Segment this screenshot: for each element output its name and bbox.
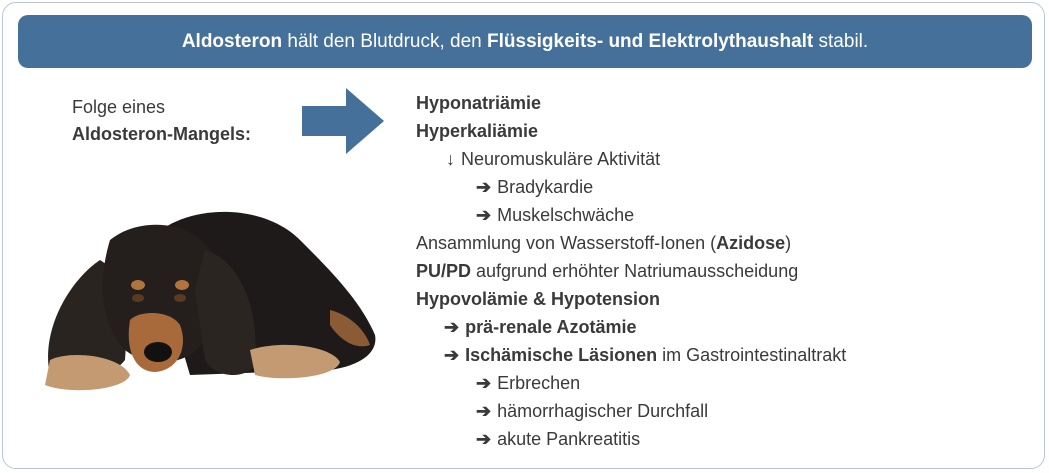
right-arrow-small-icon: ➔	[476, 177, 492, 197]
list-item-ansammlung	[416, 229, 846, 257]
right-arrow-small-icon: ➔	[476, 205, 492, 225]
right-arrow-small-icon: ➔	[476, 401, 492, 421]
banner-text: hält den Blutdruck, den	[282, 30, 488, 52]
right-arrow-small-icon: ➔	[444, 345, 460, 365]
list-item-muskelschwaeche	[416, 201, 846, 229]
list-item-label: hämorrhagischer Durchfall	[497, 401, 709, 421]
banner-term-haushalt: Flüssigkeits- und Elektrolythaushalt	[487, 30, 814, 52]
list-item-label: Muskelschwäche	[497, 205, 635, 225]
list-item-pupd	[416, 257, 846, 285]
right-arrow-small-icon: ➔	[444, 317, 460, 337]
list-item-label: im Gastrointestinaltrakt	[657, 345, 847, 365]
list-item-label: prä-renale Azotämie	[465, 317, 637, 337]
list-item-label: aufgrund erhöhter Natriumausscheidung	[471, 261, 799, 281]
list-item-hyperkaliaemie: Hyperkaliämie	[416, 121, 539, 141]
right-arrow-icon	[302, 88, 384, 154]
consequences-list	[416, 89, 846, 453]
banner-text-end: stabil.	[813, 30, 869, 52]
list-item-term-azidose: Azidose	[716, 233, 786, 253]
right-arrow-small-icon: ➔	[476, 373, 492, 393]
down-arrow-icon: ↓	[446, 149, 455, 169]
list-item-label: Bradykardie	[497, 177, 594, 197]
list-item-term-pupd: PU/PD	[416, 261, 472, 281]
list-item-erbrechen	[416, 369, 846, 397]
list-item-neuromuskulaer	[416, 145, 846, 173]
deficiency-label-line2: Aldosteron-Mangels:	[72, 124, 252, 144]
list-item-hyponatriaemie: Hyponatriämie	[416, 93, 542, 113]
list-item-bradykardie	[416, 173, 846, 201]
list-item-durchfall	[416, 397, 846, 425]
list-item-pankreatitis	[416, 425, 846, 453]
list-item-azotaemie	[416, 313, 846, 341]
list-item-term-ischaemisch: Ischämische Läsionen	[465, 345, 658, 365]
list-item-hypovolaemie: Hypovolämie & Hypotension	[416, 289, 661, 309]
list-item-label: akute Pankreatitis	[497, 429, 641, 449]
list-item-label: Neuromuskuläre Aktivität	[461, 149, 661, 169]
deficiency-label	[72, 94, 251, 148]
deficiency-label-line1: Folge eines	[72, 97, 166, 117]
list-item-label: Erbrechen	[497, 373, 581, 393]
list-item-label: Ansammlung von Wasserstoff-Ionen (	[416, 233, 717, 253]
list-item-label-end: )	[785, 233, 792, 253]
header-banner	[18, 15, 1032, 68]
right-arrow-small-icon: ➔	[476, 429, 492, 449]
list-item-ischaemisch	[416, 341, 846, 369]
banner-term-aldosteron: Aldosteron	[181, 30, 283, 52]
dog-image	[30, 200, 380, 400]
